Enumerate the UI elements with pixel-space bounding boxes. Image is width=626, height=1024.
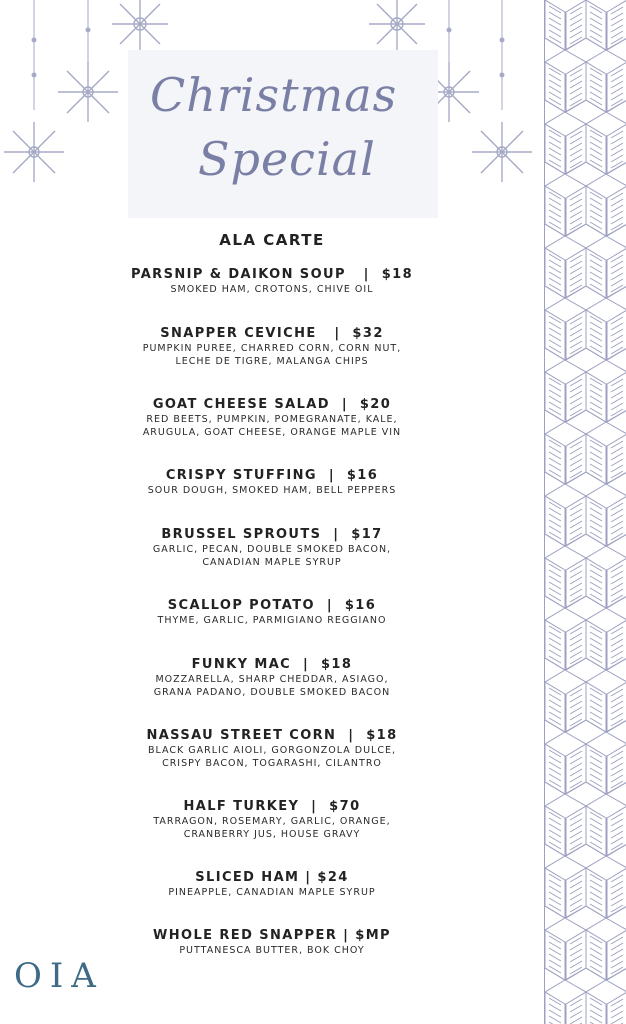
item-description: GARLIC, PECAN, DOUBLE SMOKED BACON, CANADIAN MAPLE SYRUP <box>152 544 392 568</box>
menu-title <box>128 50 438 218</box>
menu-item: BRUSSEL SPROUTS | $17 GARLIC, PECAN, DOUBLE SMOKED BACON, CANADIAN MAPLE SYRUP <box>0 526 544 569</box>
menu-item: SCALLOP POTATO | $16 THYME, GARLIC, PARMIGIANO REGGIANO <box>0 597 544 627</box>
item-description: PINEAPPLE, CANADIAN MAPLE SYRUP <box>168 887 376 898</box>
item-price: $16 <box>344 598 377 613</box>
item-description: MOZZARELLA, SHARP CHEDDAR, ASIAGO, GRANA PADANO, DOUBLE SMOKED BACON <box>153 674 391 698</box>
item-price: $70 <box>329 799 361 814</box>
item-price: $17 <box>351 527 383 542</box>
menu-item: GOAT CHEESE SALAD | $20 RED BEETS, PUMPKIN, POMEGRANATE, KALE, ARUGULA, GOAT CHEESE, ORANGE MAPLE VIN <box>0 396 544 439</box>
item-price: $20 <box>359 397 392 412</box>
item-name: SLICED HAM <box>195 870 300 885</box>
item-description: RED BEETS, PUMPKIN, POMEGRANATE, KALE, ARUGULA, GOAT CHEESE, ORANGE MAPLE VIN <box>142 414 402 438</box>
menu-item: CRISPY STUFFING | $16 SOUR DOUGH, SMOKED HAM, BELL PEPPERS <box>0 467 544 497</box>
menu-item: NASSAU STREET CORN | $18 BLACK GARLIC AIOLI, GORGONZOLA DULCE, CRISPY BACON, TOGARASHI, CILANTRO <box>0 727 544 770</box>
item-name: GOAT CHEESE SALAD <box>152 397 330 412</box>
item-name: SNAPPER CEVICHE <box>160 326 317 341</box>
item-description: PUTTANESCA BUTTER, BOK CHOY <box>179 945 365 956</box>
item-name: WHOLE RED SNAPPER <box>153 928 338 943</box>
menu-item: WHOLE RED SNAPPER | $MP PUTTANESCA BUTTER, BOK CHOY <box>0 927 544 957</box>
section-heading-ala-carte: ALA CARTE <box>219 231 325 249</box>
item-description: PUMPKIN PUREE, CHARRED CORN, CORN NUT, LECHE DE TIGRE, MALANGA CHIPS <box>142 343 402 367</box>
item-price: $24 <box>317 870 349 885</box>
item-description: SOUR DOUGH, SMOKED HAM, BELL PEPPERS <box>147 485 397 496</box>
item-description: THYME, GARLIC, PARMIGIANO REGGIANO <box>157 615 387 626</box>
item-name: PARSNIP & DAIKON SOUP <box>130 267 346 282</box>
item-name: SCALLOP POTATO <box>167 598 315 613</box>
menu-item: PARSNIP & DAIKON SOUP | $18 SMOKED HAM, CROTONS, CHIVE OIL <box>0 266 544 296</box>
restaurant-logo: OIA <box>14 956 104 996</box>
menu-item: SLICED HAM | $24 PINEAPPLE, CANADIAN MAPLE SYRUP <box>0 869 544 899</box>
item-price: $18 <box>366 728 398 743</box>
item-price: $32 <box>352 326 384 341</box>
item-name: CRISPY STUFFING <box>165 468 317 483</box>
item-description: TARRAGON, ROSEMARY, GARLIC, ORANGE, CRANBERRY JUS, HOUSE GRAVY <box>153 816 391 840</box>
woven-pattern <box>545 0 626 1024</box>
item-price: $18 <box>320 657 353 672</box>
item-description: SMOKED HAM, CROTONS, CHIVE OIL <box>170 284 374 295</box>
woven-pattern-panel <box>544 0 626 1024</box>
item-name: HALF TURKEY <box>183 799 300 814</box>
title-special: Special <box>198 132 376 186</box>
menu-item: SNAPPER CEVICHE | $32 PUMPKIN PUREE, CHARRED CORN, CORN NUT, LECHE DE TIGRE, MALANGA CHIPS <box>0 325 544 368</box>
item-price: $MP <box>355 928 391 943</box>
item-name: BRUSSEL SPROUTS <box>161 527 322 542</box>
menu-item: FUNKY MAC | $18 MOZZARELLA, SHARP CHEDDAR, ASIAGO, GRANA PADANO, DOUBLE SMOKED BACON <box>0 656 544 699</box>
item-price: $18 <box>381 267 414 282</box>
item-name: NASSAU STREET CORN <box>146 728 337 743</box>
item-name: FUNKY MAC <box>191 657 292 672</box>
menu-item: HALF TURKEY | $70 TARRAGON, ROSEMARY, GARLIC, ORANGE, CRANBERRY JUS, HOUSE GRAVY <box>0 798 544 841</box>
title-christmas: Christmas <box>150 68 398 122</box>
item-description: BLACK GARLIC AIOLI, GORGONZOLA DULCE, CRISPY BACON, TOGARASHI, CILANTRO <box>148 745 396 769</box>
item-price: $16 <box>346 468 379 483</box>
